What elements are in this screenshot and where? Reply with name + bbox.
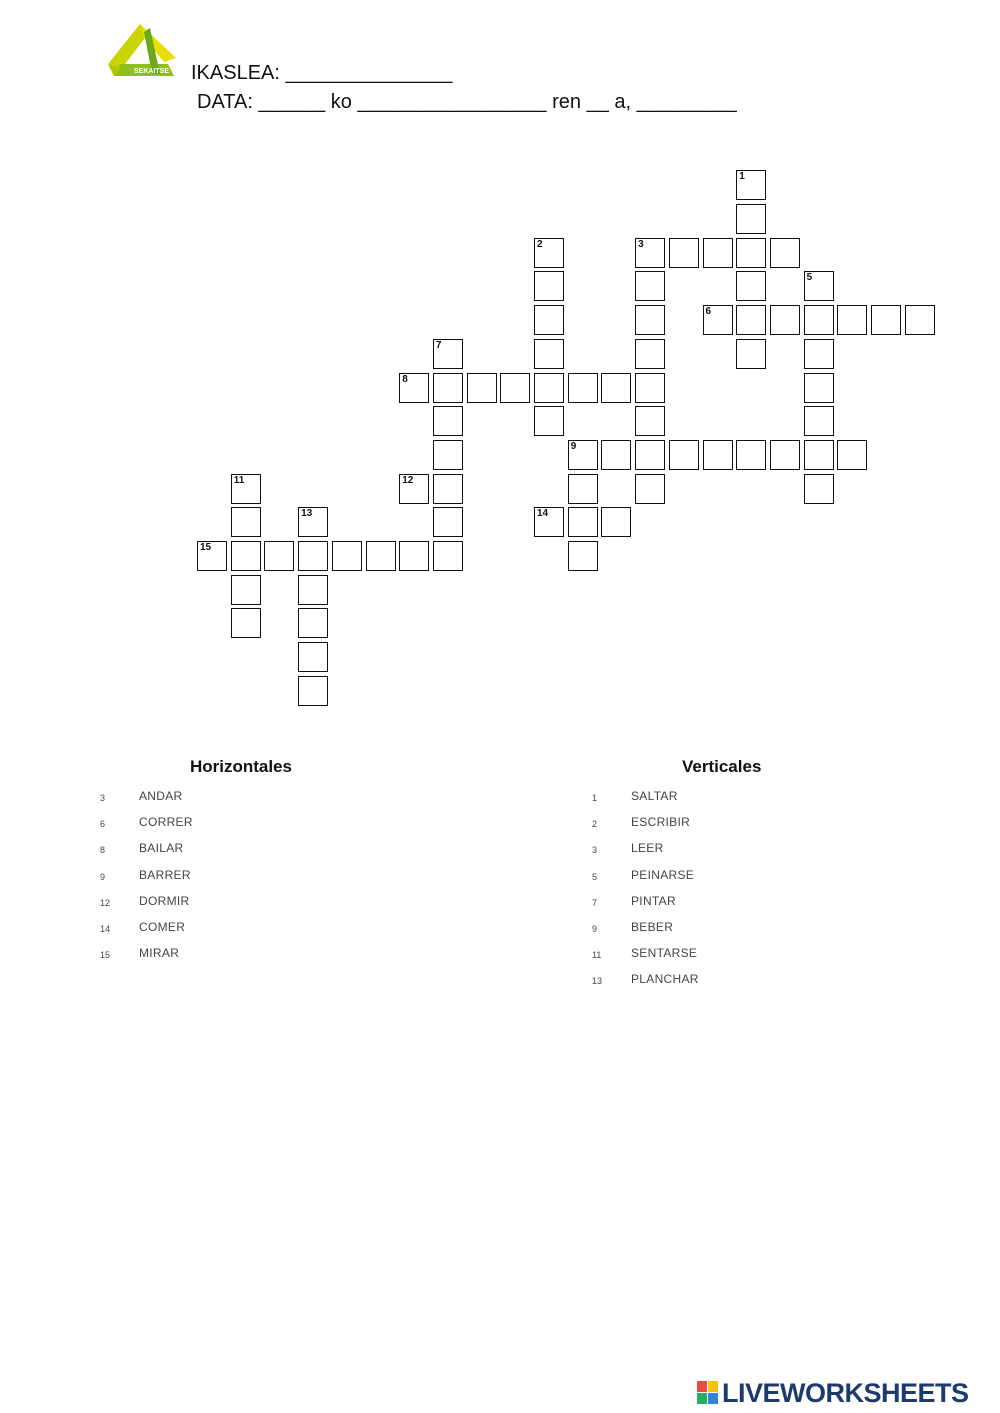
clue-word: BEBER bbox=[631, 919, 674, 934]
clue-word: BAILAR bbox=[139, 841, 184, 856]
crossword-cell[interactable] bbox=[534, 305, 564, 335]
cell-number: 2 bbox=[537, 238, 543, 250]
clue-word: SALTAR bbox=[631, 789, 678, 803]
crossword-cell[interactable] bbox=[770, 305, 800, 335]
crossword-cell[interactable] bbox=[534, 507, 564, 537]
crossword-cell[interactable] bbox=[568, 541, 598, 571]
crossword-cell[interactable] bbox=[871, 305, 901, 335]
logo-text: SEKAITSE bbox=[134, 68, 170, 75]
clue-word: ESCRIBIR bbox=[631, 815, 691, 830]
cell-number: 9 bbox=[570, 440, 577, 452]
crossword-cell[interactable] bbox=[467, 373, 497, 403]
crossword-cell[interactable] bbox=[534, 271, 564, 301]
crossword-cell[interactable] bbox=[804, 271, 834, 301]
crossword-cell[interactable] bbox=[804, 305, 834, 335]
crossword-cell[interactable] bbox=[601, 440, 631, 470]
crossword-cell[interactable] bbox=[399, 474, 429, 504]
crossword-cell[interactable] bbox=[736, 204, 766, 234]
crossword-cell[interactable] bbox=[332, 541, 362, 571]
crossword-cell[interactable] bbox=[433, 541, 463, 571]
clue-word: LEER bbox=[631, 841, 664, 856]
crossword-cell[interactable] bbox=[736, 339, 766, 369]
crossword-cell[interactable] bbox=[703, 238, 733, 268]
clue-number: 3 bbox=[100, 793, 106, 803]
crossword-cell[interactable] bbox=[837, 440, 867, 470]
crossword-cell[interactable] bbox=[298, 507, 328, 537]
crossword-cell[interactable] bbox=[433, 339, 463, 369]
cell-number: 3 bbox=[638, 238, 644, 250]
vertical-clues-title: Verticales bbox=[682, 757, 762, 776]
crossword-cell[interactable] bbox=[601, 507, 631, 537]
crossword-cell[interactable] bbox=[231, 474, 261, 504]
crossword-cell[interactable] bbox=[601, 373, 631, 403]
crossword-cell[interactable] bbox=[804, 339, 834, 369]
crossword-cell[interactable] bbox=[197, 541, 227, 571]
cell-number: 6 bbox=[705, 306, 712, 318]
crossword-cell[interactable] bbox=[770, 238, 800, 268]
crossword-cell[interactable] bbox=[534, 339, 564, 369]
cell-number: 14 bbox=[537, 508, 549, 520]
crossword-cell[interactable] bbox=[635, 339, 665, 369]
clue-number: 15 bbox=[100, 950, 111, 961]
crossword-cell[interactable] bbox=[534, 373, 564, 403]
crossword-cell[interactable] bbox=[433, 474, 463, 504]
crossword-cell[interactable] bbox=[298, 608, 328, 638]
clue-number: 8 bbox=[100, 845, 106, 856]
clue-number: 12 bbox=[100, 897, 111, 908]
crossword-cell[interactable] bbox=[635, 238, 665, 268]
crossword-cell[interactable] bbox=[804, 406, 834, 436]
crossword-cell[interactable] bbox=[568, 373, 598, 403]
cell-number: 11 bbox=[233, 474, 245, 486]
cell-number: 15 bbox=[200, 542, 212, 553]
crossword-cell[interactable] bbox=[534, 406, 564, 436]
crossword-cell[interactable] bbox=[433, 406, 463, 436]
clue-number: 7 bbox=[592, 897, 598, 908]
crossword-cell[interactable] bbox=[298, 676, 328, 706]
cell-number: 7 bbox=[435, 339, 442, 351]
crossword-cell[interactable] bbox=[669, 238, 699, 268]
date-field[interactable]: DATA: ______ ko _________________ ren __ a, _________ bbox=[197, 91, 737, 113]
crossword-cell[interactable] bbox=[736, 305, 766, 335]
crossword-cell[interactable] bbox=[905, 305, 935, 335]
clue-word: SENTARSE bbox=[631, 946, 698, 961]
crossword-cell[interactable] bbox=[433, 507, 463, 537]
cell-number: 13 bbox=[301, 508, 313, 520]
crossword-cell[interactable] bbox=[703, 440, 733, 470]
clue-number: 9 bbox=[100, 871, 106, 882]
crossword-cell[interactable] bbox=[736, 238, 766, 268]
crossword-cell[interactable] bbox=[568, 474, 598, 504]
crossword-cell[interactable] bbox=[736, 440, 766, 470]
crossword-cell[interactable] bbox=[804, 474, 834, 504]
crossword-cell[interactable] bbox=[399, 541, 429, 571]
crossword-cell[interactable] bbox=[804, 440, 834, 470]
crossword-cell[interactable] bbox=[635, 271, 665, 301]
crossword-cell[interactable] bbox=[635, 440, 665, 470]
crossword-cell[interactable] bbox=[568, 440, 598, 470]
crossword-cell[interactable] bbox=[298, 642, 328, 672]
crossword-cell[interactable] bbox=[804, 373, 834, 403]
horizontal-clues-title: Horizontales bbox=[190, 757, 293, 776]
clue-number: 5 bbox=[592, 871, 598, 882]
crossword-cell[interactable] bbox=[231, 608, 261, 638]
crossword-cell[interactable] bbox=[298, 541, 328, 571]
crossword-cell[interactable] bbox=[703, 305, 733, 335]
student-name-field[interactable]: IKASLEA: _______________ bbox=[191, 62, 453, 84]
clue-word: CORRER bbox=[139, 815, 193, 830]
crossword-cell[interactable] bbox=[231, 541, 261, 571]
clue-number: 9 bbox=[592, 923, 598, 934]
clue-word: PINTAR bbox=[631, 893, 676, 908]
cell-number: 12 bbox=[402, 474, 414, 486]
clue-word: DORMIR bbox=[139, 893, 190, 908]
clue-number: 13 bbox=[592, 976, 603, 987]
clue-word: PLANCHAR bbox=[631, 972, 699, 987]
crossword-cell[interactable] bbox=[231, 507, 261, 537]
clue-word: ANDAR bbox=[139, 789, 183, 803]
cell-number: 1 bbox=[739, 171, 745, 183]
crossword-cell[interactable] bbox=[568, 507, 598, 537]
crossword-cell[interactable] bbox=[669, 440, 699, 470]
crossword-cell[interactable] bbox=[736, 170, 766, 200]
clue-number: 2 bbox=[592, 819, 598, 830]
crossword-cell[interactable] bbox=[635, 406, 665, 436]
crossword-cell[interactable] bbox=[231, 575, 261, 605]
crossword-cell[interactable] bbox=[534, 238, 564, 268]
crossword-cell[interactable] bbox=[298, 575, 328, 605]
clue-word: MIRAR bbox=[139, 946, 180, 961]
clue-number: 1 bbox=[592, 793, 598, 803]
crossword-cell[interactable] bbox=[635, 373, 665, 403]
crossword-cell[interactable] bbox=[500, 373, 530, 403]
cell-number: 8 bbox=[402, 373, 408, 385]
brand-text: LIVEWORKSHEETS bbox=[722, 1377, 969, 1408]
crossword-cell[interactable] bbox=[635, 305, 665, 335]
crossword-cell[interactable] bbox=[837, 305, 867, 335]
clue-word: PEINARSE bbox=[631, 867, 695, 882]
crossword-cell[interactable] bbox=[433, 440, 463, 470]
clue-number: 14 bbox=[100, 923, 111, 934]
cell-number: 5 bbox=[806, 272, 813, 284]
clue-word: BARRER bbox=[139, 867, 191, 882]
liveworksheets-logo-icon bbox=[697, 1381, 719, 1405]
clue-number: 6 bbox=[100, 819, 106, 830]
clue-number: 3 bbox=[592, 845, 598, 856]
crossword-cell[interactable] bbox=[366, 541, 396, 571]
crossword-cell[interactable] bbox=[770, 440, 800, 470]
clue-word: COMER bbox=[139, 919, 186, 934]
liveworksheets-brand bbox=[697, 1378, 969, 1408]
crossword-cell[interactable] bbox=[264, 541, 294, 571]
crossword-cell[interactable] bbox=[736, 271, 766, 301]
crossword-cell[interactable] bbox=[399, 373, 429, 403]
clue-number: 11 bbox=[592, 950, 602, 961]
crossword-cell[interactable] bbox=[635, 474, 665, 504]
crossword-cell[interactable] bbox=[433, 373, 463, 403]
